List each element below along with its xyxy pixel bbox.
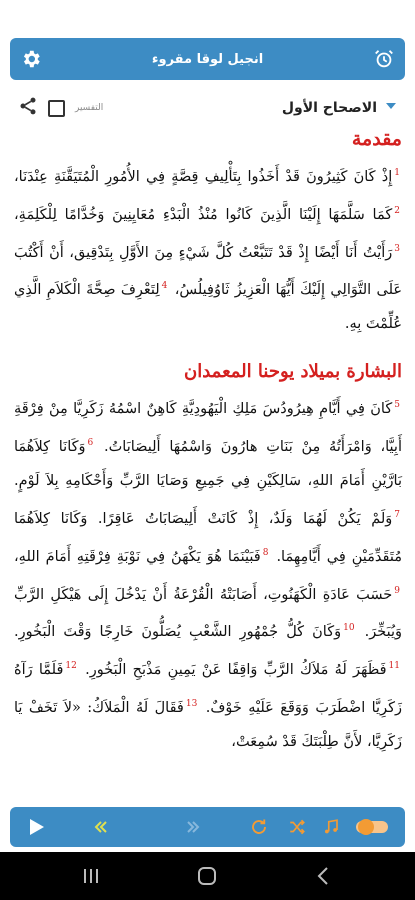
app-bar xyxy=(10,38,405,80)
toggle-icon[interactable] xyxy=(352,807,392,847)
verses-block xyxy=(14,388,402,759)
verse-text: وَلَمْ يَكُنْ لَهُمَا وَلَدٌ، إِذْ كَانَتْ أَلِيصَابَاتُ عَاقِرًا. وَكَانَا كِلاَهُمَا مُتَقَدِّمَيْنِ فِي أَيَّامِهِمَا. xyxy=(14,510,402,565)
verse-text: وَكَانَا كِلاَهُمَا بَارَّيْنِ أَمَامَ اللهِ، سَالِكَيْنِ فِي جَمِيعِ وَصَايَا الرَّبِّ وَأَحْكَامِهِ بِلاَ لَوْمٍ. xyxy=(14,438,402,489)
verse-number: 4 xyxy=(161,281,168,292)
share-icon[interactable] xyxy=(18,96,38,120)
verse-text: كَمَا سَلَّمَهَا إِلَيْنَا الَّذِينَ كَانُوا مُنْذُ الْبَدْءِ مُعَايِنِينَ وَخُدَّامًا لِلْكَلِمَةِ، xyxy=(14,206,393,223)
verse-text: إِذْ كَانَ كَثِيرُونَ قَدْ أَخَذُوا بِتَأْلِيفِ قِصَّةٍ فِي الأُمُورِ الْمُتَيَقَّنَةِ عِنْدَنَا، xyxy=(14,168,393,185)
verse-number: 5 xyxy=(394,400,400,411)
verse-number: 2 xyxy=(394,205,400,216)
section-heading: مقدمة xyxy=(351,128,402,150)
tafsir-checkbox[interactable] xyxy=(48,100,65,117)
verse-number: 13 xyxy=(185,699,198,710)
verse-number: 9 xyxy=(394,585,400,596)
previous-icon[interactable] xyxy=(86,807,116,847)
verse-number: 6 xyxy=(87,438,94,449)
alarm-icon[interactable] xyxy=(371,46,397,72)
text-content xyxy=(14,128,402,759)
audio-player-bar xyxy=(10,807,405,847)
play-icon[interactable] xyxy=(18,807,54,847)
status-bar xyxy=(0,0,415,30)
dropdown-arrow-icon xyxy=(385,100,397,116)
verse-number: 1 xyxy=(394,168,400,178)
verse-number: 12 xyxy=(65,661,77,672)
shuffle-icon[interactable] xyxy=(282,807,312,847)
verse-text: فَبَيْنَمَا هُوَ يَكْهَنُ فِي نَوْبَةِ فِرْقَتِهِ أَمَامَ اللهِ، xyxy=(14,548,261,565)
verse-text: رَأَيْتُ أَنَا أَيْضًا إِذْ قَدْ تَتَبَّعْتُ كُلَّ شَيْءٍ مِنَ الأَوَّلِ بِتَدْقِيق، أَنْ أَكْتُبَ عَلَى التَّوَالِي إِلَيْكَ أَيُّهَا الْعَزِيزُ ثَاوُفِيلُسُ، xyxy=(14,244,403,299)
chapter-bar xyxy=(10,90,405,126)
home-icon[interactable] xyxy=(190,852,224,900)
next-icon[interactable] xyxy=(178,807,208,847)
verse-text: وَكَانَ كُلُّ جُمْهُورِ الشَّعْبِ يُصَلُّونَ خَارِجًا وَقْتَ الْبَخُورِ. xyxy=(14,624,342,641)
recents-icon[interactable] xyxy=(74,852,108,900)
app-title: انجيل لوقا مقروء xyxy=(151,51,264,67)
verse-text: فَلَمَّا رَآهُ زَكَرِيَّا اضْطَرَبَ وَوَقَعَ عَلَيْهِ خَوْفٌ. xyxy=(14,662,402,716)
settings-icon[interactable] xyxy=(18,46,44,72)
repeat-icon[interactable] xyxy=(244,807,274,847)
back-icon[interactable] xyxy=(306,852,340,900)
tafsir-label: التفسير xyxy=(75,103,104,113)
verse-text: فَظَهَرَ لَهُ مَلاَكُ الرَّبِّ وَاقِفًا عَنْ يَمِينِ مَذْبَحِ الْبَخُورِ. xyxy=(85,662,387,679)
system-nav-bar xyxy=(0,852,415,900)
verse-number: 11 xyxy=(388,661,400,672)
verse-number: 7 xyxy=(394,509,400,520)
verse-text: فَقَالَ لَهُ الْمَلاَكُ: «لاَ تَخَفْ يَا زَكَرِيَّا، لأَنَّ طِلْبَتَكَ قَدْ سُمِعَتْ، xyxy=(14,699,402,750)
verse-number: 10 xyxy=(343,623,355,634)
chapter-selector[interactable] xyxy=(282,100,397,116)
verse-text: لِتَعْرِفَ صِحَّةَ الْكَلاَمِ الَّذِي عُلِّمْتَ بِهِ. xyxy=(14,282,402,333)
verse-text: حَسَبَ عَادَةِ الْكَهَنُوتِ، أَصَابَتْهُ الْقُرْعَةُ أَنْ يَدْخُلَ إِلَى هَيْكَلِ الرَّبِّ وَيُبَخِّرَ. xyxy=(14,586,403,641)
verses-block xyxy=(14,156,402,341)
section-heading: البشارة بميلاد يوحنا المعمدان xyxy=(184,361,402,383)
verse-text: كَانَ فِي أَيَّامِ هِيرُودُسَ مَلِكِ الْيَهُودِيَّةِ كَاهِنٌ اسْمُهُ زَكَرِيَّا مِنْ فِرْقَةِ أَبِيَّا، وَامْرَأَتُهُ مِنْ بَنَاتِ هارُونَ وَاسْمُهَا أَلِيصَابَاتُ. xyxy=(14,401,402,455)
chapter-title: الاصحاح الأول xyxy=(281,100,377,116)
verse-number: 3 xyxy=(394,243,400,254)
music-note-icon[interactable] xyxy=(316,807,346,847)
verse-number: 8 xyxy=(262,547,269,558)
